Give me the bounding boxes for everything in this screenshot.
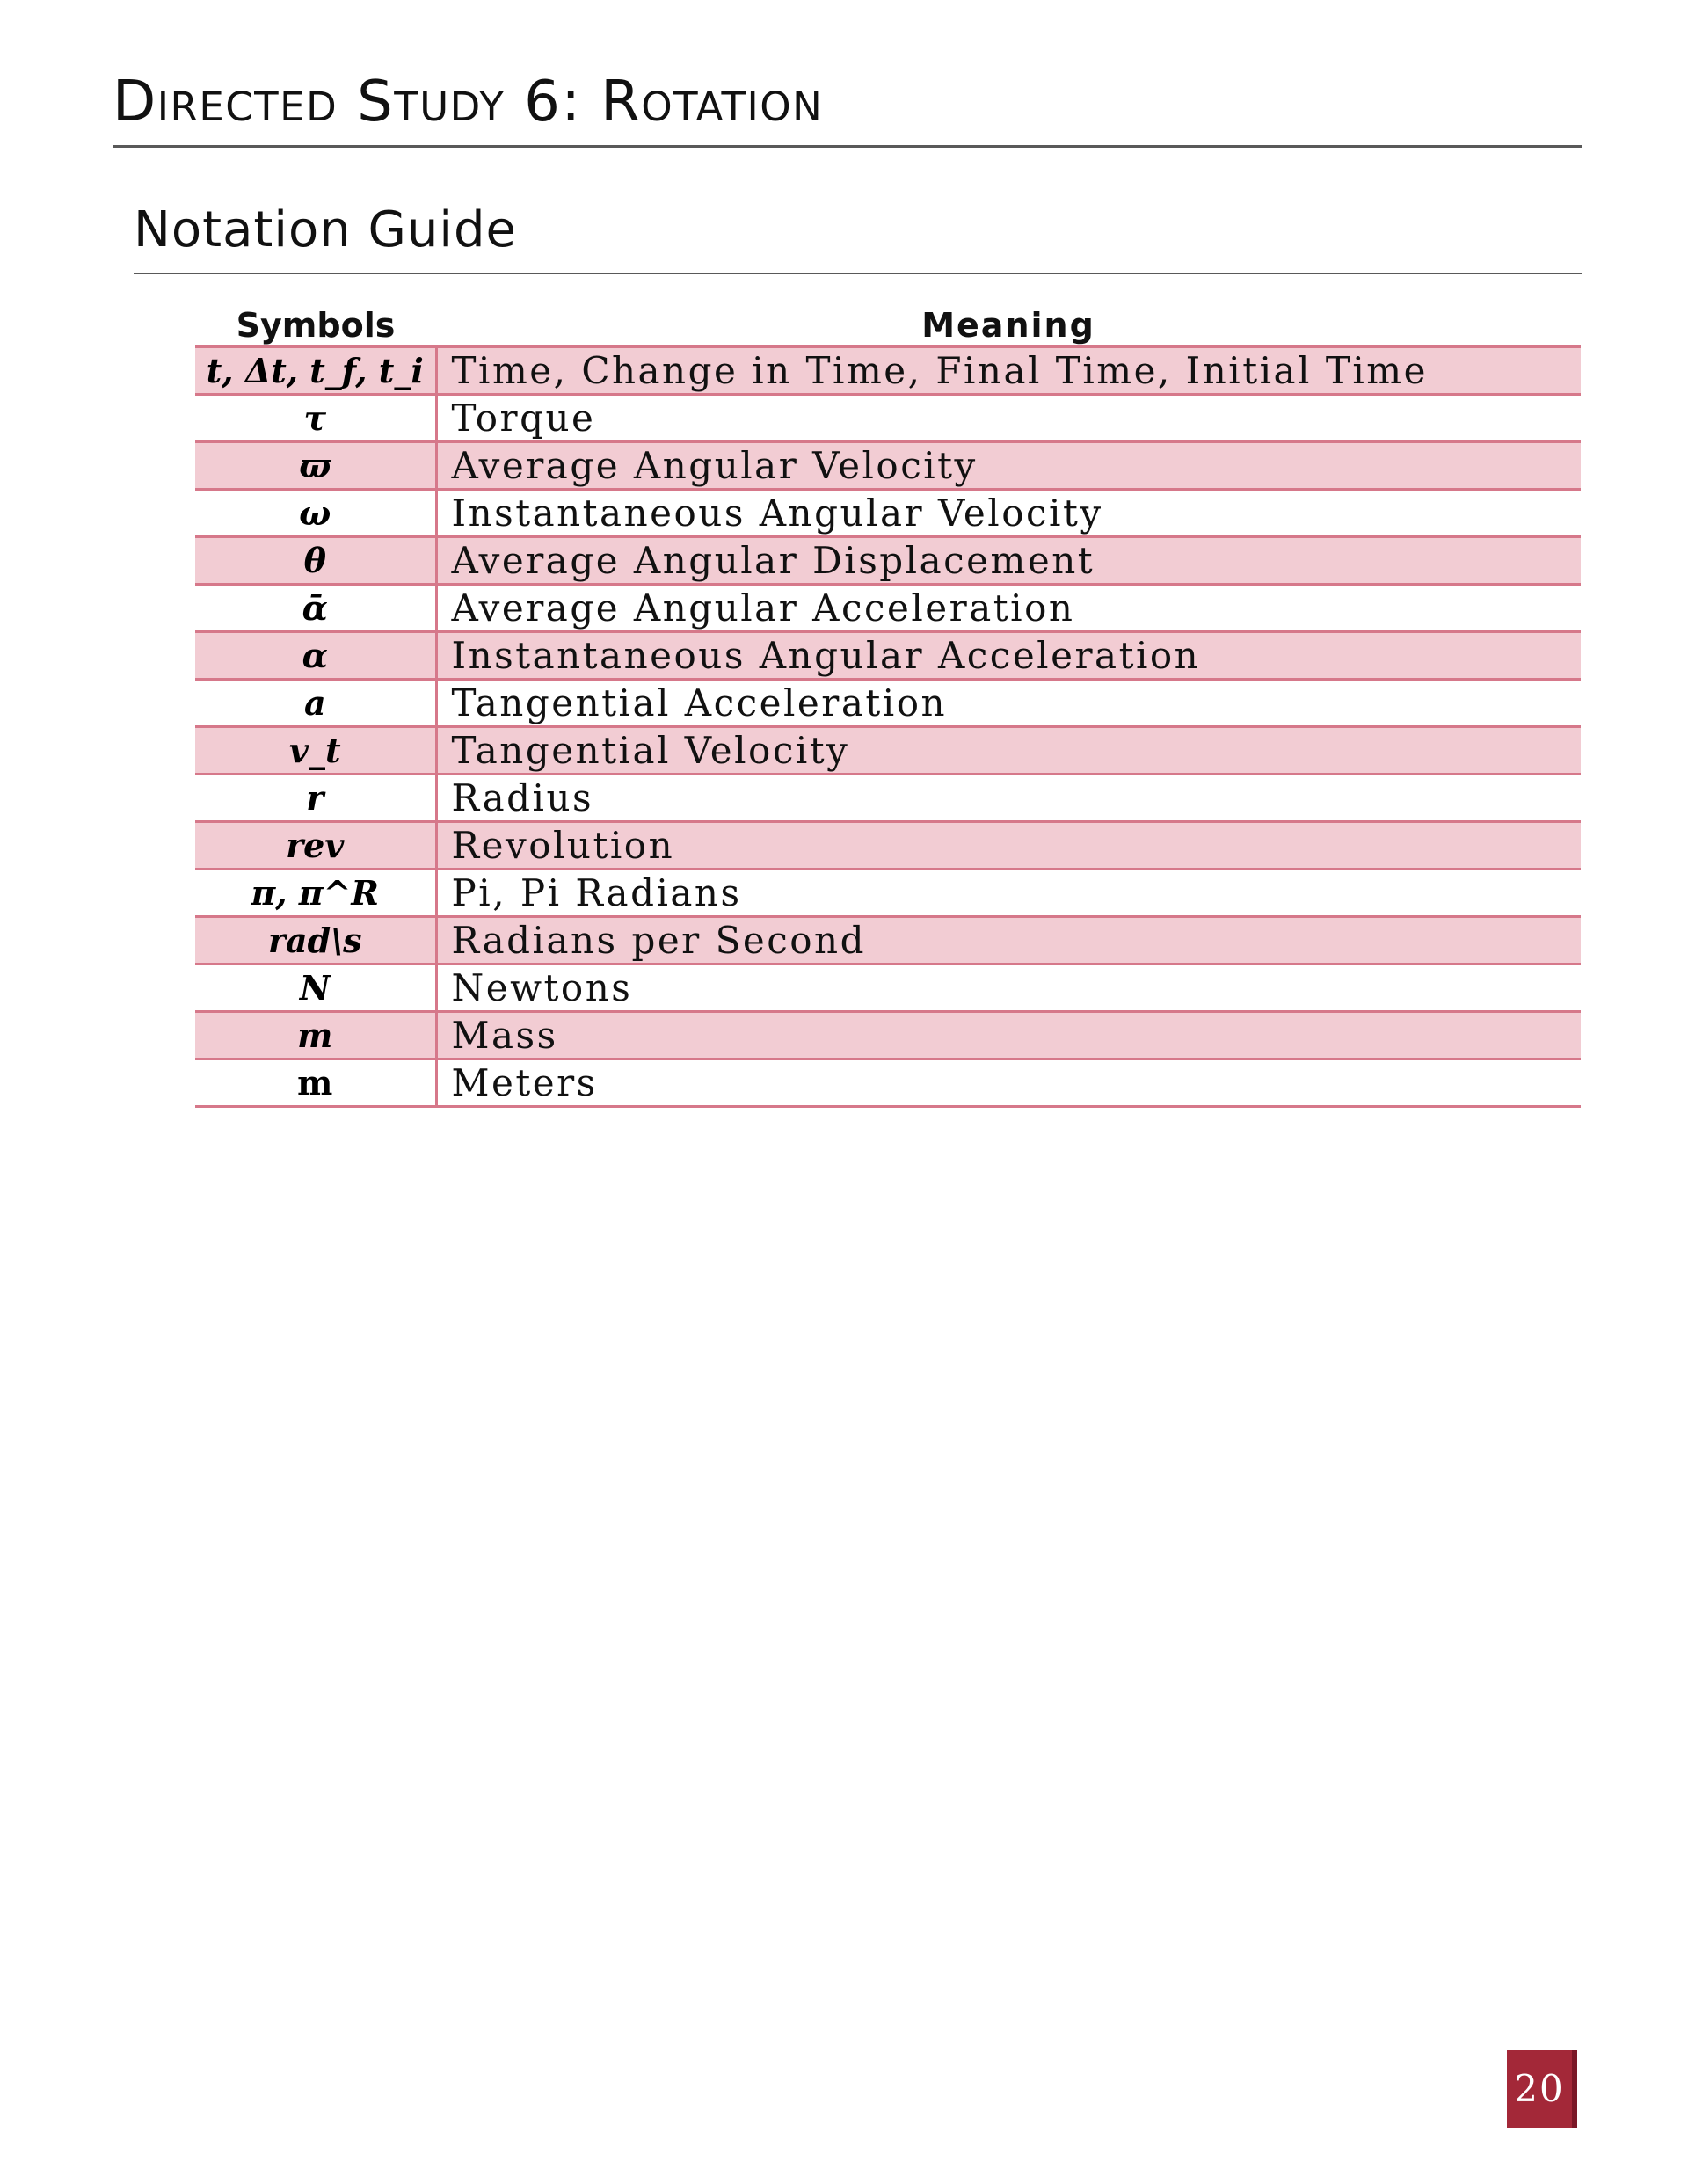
meaning-cell: Tangential Velocity (436, 727, 1581, 775)
meaning-cell: Torque (436, 395, 1581, 442)
table-header-row (195, 294, 1581, 346)
table-row (195, 727, 1581, 775)
symbol-cell: θ (195, 537, 436, 585)
symbol-cell: ω (195, 490, 436, 537)
symbol-cell: π, π^R (195, 870, 436, 917)
table-row (195, 585, 1581, 632)
meaning-cell: Instantaneous Angular Acceleration (436, 632, 1581, 680)
symbol-cell: N (195, 965, 436, 1012)
page-header (113, 67, 1582, 148)
table-row (195, 775, 1581, 822)
symbol-cell: v_t (195, 727, 436, 775)
meaning-cell: Meters (436, 1059, 1581, 1107)
meaning-column-header: Meaning (436, 294, 1581, 346)
meaning-cell: Newtons (436, 965, 1581, 1012)
meaning-cell: Average Angular Displacement (436, 537, 1581, 585)
meaning-cell: Average Angular Acceleration (436, 585, 1581, 632)
meaning-cell: Tangential Acceleration (436, 680, 1581, 727)
meaning-cell: Average Angular Velocity (436, 442, 1581, 490)
table-row (195, 1012, 1581, 1059)
symbol-cell: m (195, 1059, 436, 1107)
meaning-cell: Time, Change in Time, Final Time, Initial Time (436, 346, 1581, 395)
table-row (195, 537, 1581, 585)
symbol-cell: rev (195, 822, 436, 870)
table-row (195, 822, 1581, 870)
notation-table (195, 294, 1581, 1108)
table-row (195, 395, 1581, 442)
section-heading (134, 195, 1582, 274)
symbol-cell: α (195, 632, 436, 680)
table-row (195, 870, 1581, 917)
table-row (195, 632, 1581, 680)
table-row (195, 680, 1581, 727)
symbols-column-header: Symbols (195, 294, 436, 346)
symbol-cell: ᾱ (195, 585, 436, 632)
symbol-cell: m (195, 1012, 436, 1059)
table-row (195, 917, 1581, 965)
page-number-badge (1507, 2050, 1577, 2128)
meaning-cell: Instantaneous Angular Velocity (436, 490, 1581, 537)
meaning-cell: Radius (436, 775, 1581, 822)
symbol-cell: rad\s (195, 917, 436, 965)
symbol-cell: ϖ (195, 442, 436, 490)
symbol-cell: a (195, 680, 436, 727)
table-row (195, 1059, 1581, 1107)
page-number: 20 (1514, 2067, 1565, 2110)
meaning-cell: Pi, Pi Radians (436, 870, 1581, 917)
table-row (195, 346, 1581, 395)
table-row (195, 442, 1581, 490)
symbol-cell: τ (195, 395, 436, 442)
section-title: Notation Guide (134, 201, 517, 258)
meaning-cell: Mass (436, 1012, 1581, 1059)
meaning-cell: Radians per Second (436, 917, 1581, 965)
table-row (195, 965, 1581, 1012)
symbol-cell: t, Δt, t_f, t_i (195, 346, 436, 395)
symbol-cell: r (195, 775, 436, 822)
meaning-cell: Revolution (436, 822, 1581, 870)
table-row (195, 490, 1581, 537)
page-title: Directed Study 6: Rotation (113, 69, 824, 135)
